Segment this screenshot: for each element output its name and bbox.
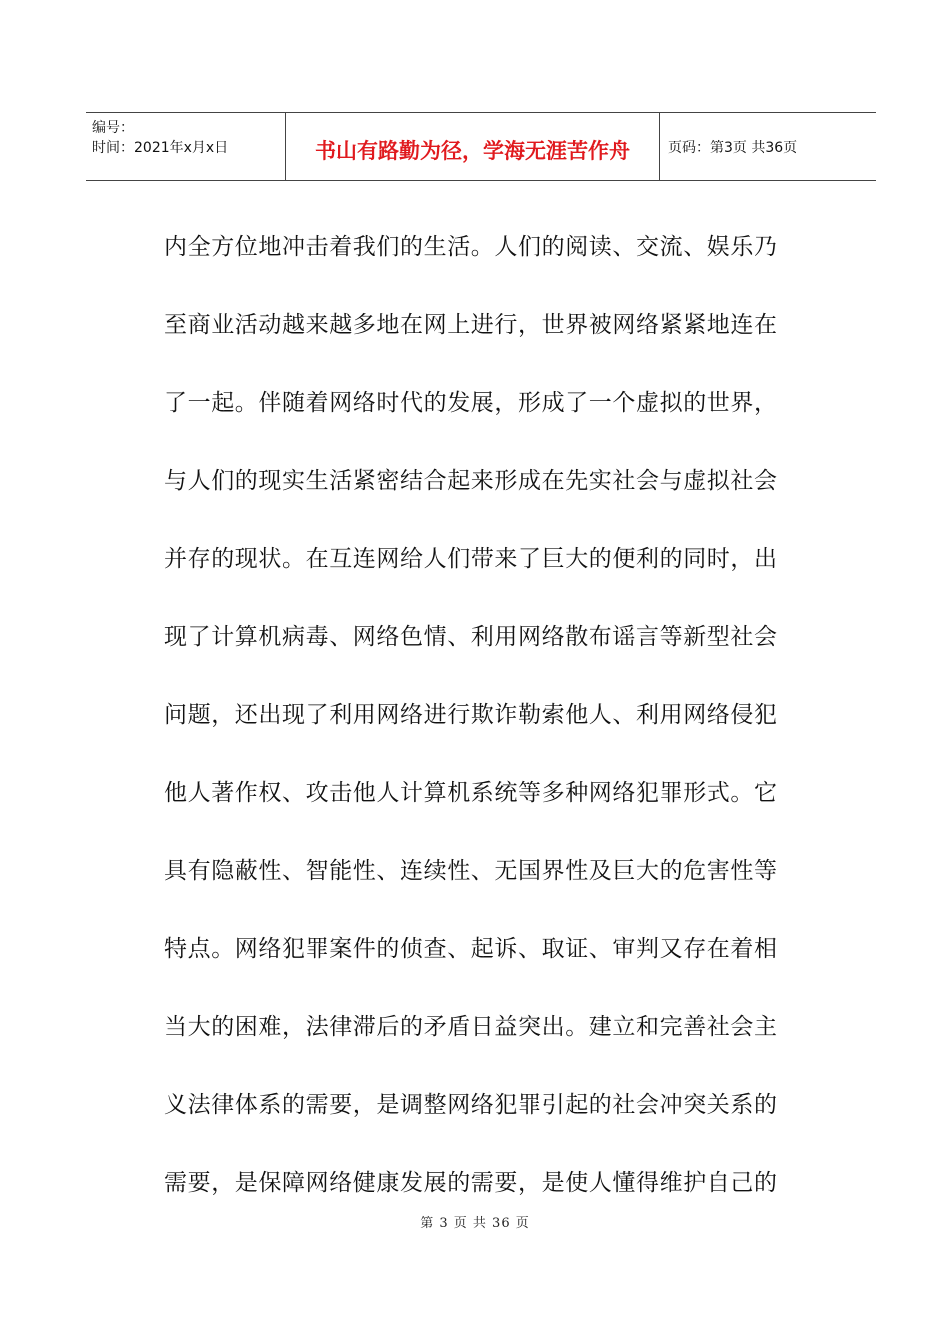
document-number-label: 编号：	[92, 120, 134, 136]
body-line: 他人著作权、攻击他人计算机系统等多种网络犯罪形式。它	[164, 780, 778, 806]
footer-page-number: 第 3 页 共 36 页	[420, 1216, 530, 1231]
body-line: 并存的现状。在互连网给人们带来了巨大的便利的同时，出	[164, 546, 778, 572]
page-footer	[0, 1212, 950, 1231]
document-header	[86, 112, 876, 181]
header-meta-cell	[86, 113, 286, 180]
body-line: 特点。网络犯罪案件的侦查、起诉、取证、审判又存在着相	[164, 936, 778, 962]
body-line: 义法律体系的需要，是调整网络犯罪引起的社会冲突关系的	[164, 1092, 778, 1118]
body-line: 与人们的现实生活紧密结合起来形成在先实社会与虚拟社会	[164, 468, 778, 494]
body-line: 现了计算机病毒、网络色情、利用网络散布谣言等新型社会	[164, 624, 778, 650]
body-paragraph	[164, 221, 804, 1235]
body-line: 内全方位地冲击着我们的生活。人们的阅读、交流、娱乐乃	[164, 234, 778, 260]
header-page-info: 页码：第3页 共36页	[668, 139, 798, 156]
header-motto-cell	[286, 113, 660, 180]
body-line: 需要，是保障网络健康发展的需要，是使人懂得维护自己的	[164, 1170, 778, 1196]
body-line: 当大的困难，法律滞后的矛盾日益突出。建立和完善社会主	[164, 1014, 778, 1040]
header-page-cell	[660, 113, 876, 180]
body-line: 至商业活动越来越多地在网上进行，世界被网络紧紧地连在	[164, 312, 778, 338]
body-line: 问题，还出现了利用网络进行欺诈勒索他人、利用网络侵犯	[164, 702, 778, 728]
header-motto: 书山有路勤为径，学海无涯苦作舟	[315, 138, 630, 163]
body-line: 了一起。伴随着网络时代的发展，形成了一个虚拟的世界，	[164, 390, 778, 416]
document-time-label: 时间：2021年x月x日	[92, 140, 229, 156]
body-line: 具有隐蔽性、智能性、连续性、无国界性及巨大的危害性等	[164, 858, 778, 884]
